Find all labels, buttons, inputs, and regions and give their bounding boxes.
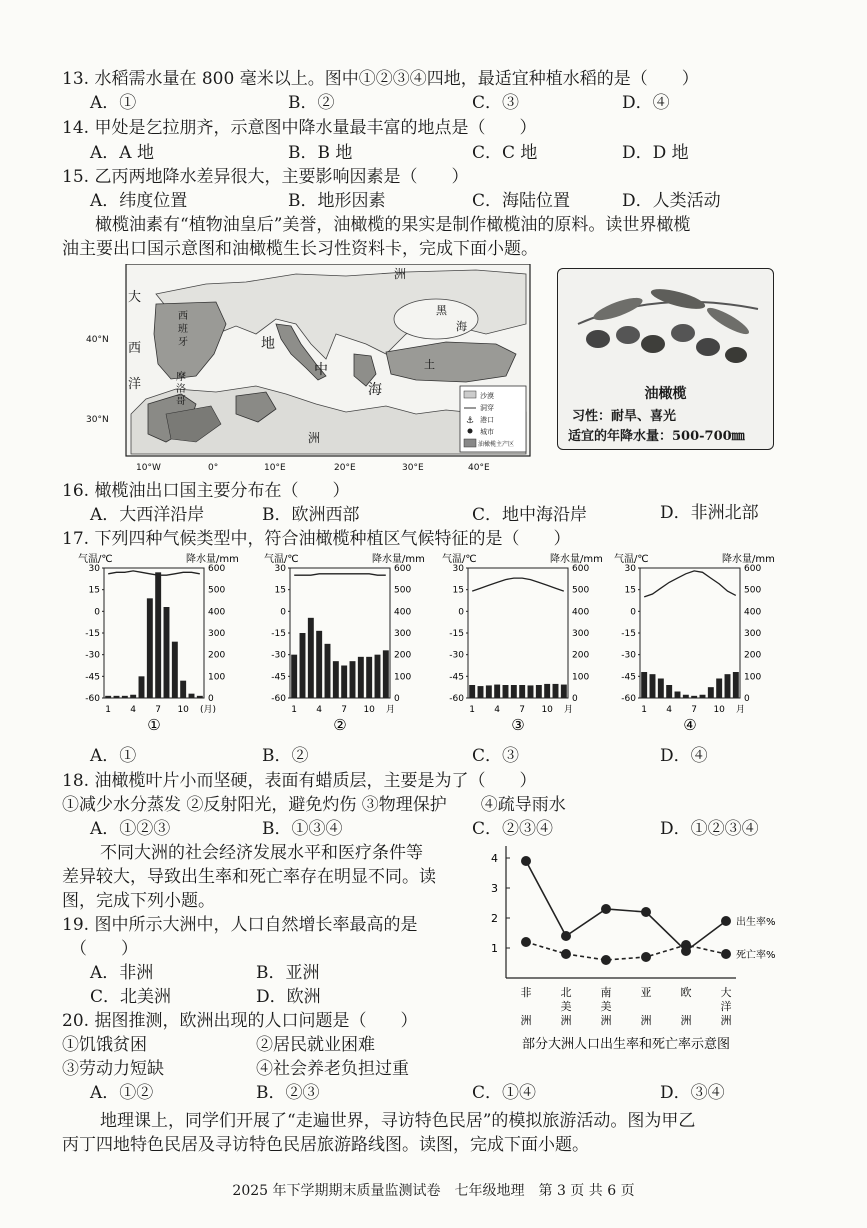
temp-tick: -45 [621,672,636,683]
precip-bar [478,686,484,698]
month-tick: 7 [691,705,698,715]
precip-bar [139,676,145,698]
temp-tick: -45 [449,672,464,683]
precip-tick: 600 [572,564,590,574]
temp-tick: -60 [271,694,286,704]
y-tick-label: 4 [491,852,498,865]
birth-rate-point [561,931,571,941]
precip-bar [375,655,381,698]
precip-tick: 200 [744,650,762,661]
q19-option-a[interactable]: A．非洲 [90,963,154,983]
precip-tick: 300 [208,629,226,639]
population-chart [476,838,776,1058]
q18-option-d[interactable]: D．①②③④ [660,819,759,839]
precip-tick: 500 [744,585,762,596]
precip-tick: 100 [572,672,590,683]
month-tick: 4 [130,705,137,715]
lon-30e: 30°E [402,463,424,473]
precip-tick: 100 [744,672,762,683]
month-unit: (月) [200,705,217,715]
precip-bar [519,685,525,698]
map-label-spain-1: 西 [178,311,188,322]
temp-tick: -45 [271,672,286,683]
q19-stem: 19. 图中所示大洲中，人口自然增长率最高的是 [62,915,418,935]
climate-chart-number: ③ [511,716,525,734]
precip-bar [691,696,697,698]
temp-axis-label: 气温/℃ [442,554,477,565]
precip-tick: 100 [394,672,412,683]
precip-tick: 500 [572,585,590,596]
death-rate-point [681,940,691,950]
q17-option-b[interactable]: B．② [262,746,309,766]
precip-bar [561,685,567,698]
month-tick: 1 [105,705,112,715]
olive-card-name: 油橄榄 [644,386,687,402]
map-legend-olive: 油橄榄主产区 [478,441,515,448]
month-tick: 7 [519,705,526,715]
category-label-char: 洲 [640,1014,652,1027]
precip-bar [291,655,297,698]
temp-tick: 30 [274,564,286,574]
q17-option-d[interactable]: D．④ [660,746,708,766]
q20-option-d[interactable]: D．③④ [660,1083,725,1103]
precip-axis-label: 降水量/mm [550,554,603,565]
precip-bar [494,685,500,698]
map-label-morocco-2: 洛 [176,384,186,395]
month-tick: 10 [363,705,375,715]
precip-tick: 200 [572,650,590,661]
page-footer: 2025 年下学期期末质量监测试卷 七年级地理 第 3 页 共 6 页 [232,1183,635,1199]
climate-chart-1 [78,552,239,734]
q14-option-d[interactable]: D．D 地 [622,143,689,163]
month-tick: 4 [494,705,501,715]
precip-tick: 300 [394,629,412,639]
lon-10e: 10°E [264,463,286,473]
q13-stem: 13. 水稻需水量在 800 毫米以上。图中①②③④四地，最适宜种植水稻的是（ ） [62,69,699,89]
precip-bar [700,695,706,698]
temp-axis-label: 气温/℃ [78,554,113,565]
precip-bar [641,672,647,698]
death-rate-line [526,942,726,960]
birth-rate-point [521,856,531,866]
q20-item-1: ①饥饿贫困 [62,1035,147,1055]
map-label-med-3: 海 [368,382,382,398]
map-legend-desert: 沙漠 [480,392,494,400]
q13-option-d[interactable]: D．④ [622,93,670,113]
month-tick: 4 [666,705,673,715]
q20-option-b[interactable]: B．②③ [256,1083,320,1103]
map-legend-city: 城市 [480,428,494,436]
q15-option-d[interactable]: D．人类活动 [622,191,721,211]
precip-bar [511,685,517,698]
category-label-char: 洋 [720,1000,732,1013]
precip-tick: 0 [572,694,578,704]
q16-option-b[interactable]: B．欧洲西部 [262,505,360,525]
temp-line [294,574,386,575]
temp-axis-label: 气温/℃ [614,554,649,565]
olive-intro-line1: 橄榄油素有“植物油皇后”美誉，油橄榄的果实是制作橄榄油的原料。读世界橄榄 [95,215,691,235]
precip-axis-label: 降水量/mm [722,554,775,565]
temp-tick: 0 [458,607,464,618]
precip-bar [366,657,372,698]
category-label-char: 洲 [720,1014,732,1027]
q20-item-4: ④社会养老负担过重 [256,1059,409,1079]
precip-bar [180,681,186,698]
map-legend-2: 洞穿 [480,404,494,412]
birth-rate-point [601,904,611,914]
climate-charts [78,550,778,740]
y-tick-label: 2 [491,912,498,925]
q17-stem: 17. 下列四种气候类型中，符合油橄榄种植区气候特征的是（ ） [62,529,571,549]
precip-bar [189,694,195,698]
month-tick: 4 [316,705,323,715]
precip-tick: 400 [394,607,412,618]
temp-tick: 0 [94,607,100,618]
precip-bar [650,674,656,698]
q15-option-b[interactable]: B．地形因素 [288,191,386,211]
month-unit: 月 [564,705,574,715]
q20-option-a[interactable]: A．①② [90,1083,154,1103]
q20-item-2: ②居民就业困难 [256,1035,375,1055]
q18-stem: 18. 油橄榄叶片小而坚硬，表面有蜡质层，主要是为了（ ） [62,771,537,791]
map-label-europe: 洲 [394,267,407,281]
anchor-icon: ⚓ [466,416,475,426]
precip-bar [147,598,153,698]
precip-tick: 500 [208,585,226,596]
temp-axis-label: 气温/℃ [264,554,299,565]
q17-option-a[interactable]: A．① [90,746,137,766]
climate-chart-3 [442,552,603,734]
precip-bar [350,661,356,698]
precip-bar [316,631,322,698]
q16-option-c[interactable]: C．地中海沿岸 [472,505,588,525]
death-rate-point [521,937,531,947]
map-label-morocco-1: 摩 [176,372,186,383]
climate-chart-2 [264,552,425,734]
month-tick: 10 [713,705,725,715]
q13-option-c[interactable]: C．③ [472,93,520,113]
temp-tick: -15 [271,629,286,639]
death-rate-point [721,949,731,959]
precip-tick: 0 [208,694,214,704]
precip-bar [130,695,136,698]
q19-option-b[interactable]: B．亚洲 [256,963,320,983]
precip-bar [308,618,314,698]
q13-option-a[interactable]: A．① [90,93,137,113]
q18-option-b[interactable]: B．①③④ [262,819,343,839]
precip-tick: 300 [744,629,762,639]
olive-branch-image [558,269,773,379]
series-label: 死亡率% [736,950,776,961]
temp-tick: 15 [274,585,286,596]
map-label-africa: 洲 [308,431,321,445]
map-legend-port: 港口 [480,416,494,424]
precip-bar [172,642,178,698]
map-label-morocco-3: 哥 [176,396,186,407]
precip-bar [164,607,170,698]
map-label-atlantic-3: 洋 [128,377,142,392]
q18-option-a[interactable]: A．①②③ [90,819,171,839]
q20-option-c[interactable]: C．①④ [472,1083,537,1103]
temp-tick: -15 [621,629,636,639]
birth-rate-point [641,907,651,917]
precip-bar [666,685,672,698]
category-label-char: 欧 [680,986,692,999]
temp-tick: -30 [621,650,636,661]
q13-option-b[interactable]: B．② [288,93,335,113]
plot-frame [104,568,204,698]
category-label-char: 非 [520,986,532,999]
precip-bar [300,633,306,698]
precip-bar [675,692,681,699]
lon-10w: 10°W [136,463,161,473]
precip-bar [333,661,339,698]
temp-tick: -30 [449,650,464,661]
month-tick: 1 [641,705,648,715]
q16-option-a[interactable]: A．大西洋沿岸 [90,505,205,525]
temp-tick: 15 [624,585,636,596]
precip-bar [486,685,492,698]
month-unit: 月 [386,705,396,715]
category-label-char: 亚 [640,986,652,999]
temp-line [472,578,564,591]
q18-option-c[interactable]: C．②③④ [472,819,554,839]
map-label-black-1: 黑 [436,304,447,317]
climate-chart-number: ④ [683,716,697,734]
death-rate-point [561,949,571,959]
month-tick: 10 [541,705,553,715]
q15-option-c[interactable]: C．海陆位置 [472,191,571,211]
lat-30: 30°N [86,415,109,425]
precip-bar [325,644,331,698]
month-tick: 7 [341,705,348,715]
death-rate-point [641,952,651,962]
map-label-med-2: 中 [314,362,328,378]
travel-intro-line1: 地理课上，同学们开展了“走遍世界，寻访特色民居”的模拟旅游活动。图为甲乙 [100,1111,696,1131]
temp-tick: -60 [621,694,636,704]
precip-axis-label: 降水量/mm [372,554,425,565]
series-label: 出生率% [736,917,776,928]
precip-bar [658,679,664,699]
q14-option-a[interactable]: A．A 地 [90,143,154,163]
temp-tick: -60 [85,694,100,704]
precip-tick: 400 [572,607,590,618]
map-label-spain-3: 牙 [178,337,188,348]
temp-tick: -30 [271,650,286,661]
temp-tick: -15 [85,629,100,639]
month-unit: 月 [736,705,746,715]
lat-40: 40°N [86,335,109,345]
precip-tick: 600 [208,564,226,574]
precip-bar [536,685,542,698]
q19-paren: （ ） [70,939,138,959]
q14-stem: 14. 甲处是乞拉朋齐，示意图中降水量最丰富的地点是（ ） [62,118,537,138]
month-tick: 1 [469,705,476,715]
precip-bar [197,696,203,698]
category-label-char: 洲 [680,1014,692,1027]
q19-option-c[interactable]: C．北美洲 [90,987,172,1007]
pop-intro-line2: 差异较大，导致出生率和死亡率存在明显不同。读 [62,867,436,887]
climate-chart-number: ② [333,716,347,734]
map-label-black-2: 海 [456,320,467,333]
precip-tick: 100 [208,672,226,683]
category-label-char: 美 [560,1000,572,1013]
precip-bar [683,695,689,698]
precip-bar [553,684,559,698]
precip-bar [341,666,347,699]
q20-stem: 20. 据图推测，欧洲出现的人口问题是（ ） [62,1011,418,1031]
month-tick: 1 [291,705,298,715]
q17-option-c[interactable]: C．③ [472,746,520,766]
category-label-char: 大 [720,986,732,999]
map-label-atlantic-1: 大 [128,290,142,305]
precip-bar [155,572,161,698]
precip-tick: 600 [744,564,762,574]
precip-bar [528,685,534,698]
temp-tick: 0 [280,607,286,618]
pop-intro-line1: 不同大洲的社会经济发展水平和医疗条件等 [100,843,423,863]
climate-chart-number: ① [147,716,161,734]
temp-tick: 30 [624,564,636,574]
map-label-med-1: 地 [261,336,275,352]
olive-intro-line2: 油主要出口国示意图和油橄榄生长习性资料卡，完成下面小题。 [62,239,538,259]
temp-tick: -60 [449,694,464,704]
month-tick: 7 [155,705,162,715]
precip-bar [114,696,120,698]
precip-bar [469,685,475,698]
temp-tick: 30 [452,564,464,574]
precip-bar [383,650,389,698]
category-label-char: 美 [600,1000,612,1013]
precip-bar [105,696,111,698]
precip-tick: 200 [208,650,226,661]
precip-bar [544,684,550,698]
q16-stem: 16. 橄榄油出口国主要分布在（ ） [62,481,350,501]
q16-option-d[interactable]: D．非洲北部 [660,503,759,523]
temp-line [108,571,200,575]
birth-rate-point [721,916,731,926]
temp-tick: 30 [88,564,100,574]
temp-tick: -30 [85,650,100,661]
category-label-char: 洲 [520,1014,532,1027]
temp-tick: 15 [88,585,100,596]
olive-export-map [86,264,536,474]
temp-tick: -45 [85,672,100,683]
precip-tick: 400 [744,607,762,618]
q14-option-b[interactable]: B．B 地 [288,143,353,163]
precip-bar [716,679,722,699]
pop-intro-line3: 图，完成下列小题。 [62,891,215,911]
category-label-char: 南 [600,986,612,999]
precip-tick: 0 [744,694,750,704]
death-rate-point [601,955,611,965]
precip-tick: 600 [394,564,412,574]
olive-card-rain: 适宜的年降水量：500-700㎜ [568,429,745,444]
lon-40e: 40°E [468,463,490,473]
precip-tick: 0 [394,694,400,704]
lon-0: 0° [208,463,219,473]
category-label-char: 洲 [560,1014,572,1027]
lon-20e: 20°E [334,463,356,473]
population-chart-title: 部分大洲人口出生率和死亡率示意图 [521,1037,731,1052]
month-tick: 10 [177,705,189,715]
y-tick-label: 3 [491,882,498,895]
precip-tick: 500 [394,585,412,596]
q15-option-a[interactable]: A．纬度位置 [90,191,188,211]
precip-bar [358,657,364,698]
category-label-char: 洲 [600,1014,612,1027]
precip-bar [708,687,714,698]
olive-info-card [557,268,774,450]
precip-tick: 300 [572,629,590,639]
map-label-turkey: 土 [424,358,435,371]
q20-item-3: ③劳动力短缺 [62,1059,164,1079]
map-label-atlantic-2: 西 [128,341,142,356]
temp-tick: 0 [630,607,636,618]
precip-tick: 200 [394,650,412,661]
temp-tick: -15 [449,629,464,639]
precip-axis-label: 降水量/mm [186,554,239,565]
travel-intro-line2: 丙丁四地特色民居及寻访特色民居旅游路线图。读图，完成下面小题。 [62,1135,589,1155]
temp-line [644,571,736,597]
precip-bar [733,672,739,698]
y-tick-label: 1 [491,942,498,955]
q18-items: ①减少水分蒸发 ②反射阳光，避免灼伤 ③物理保护 ④疏导雨水 [62,795,566,815]
temp-tick: 15 [452,585,464,596]
precip-bar [122,696,128,698]
q14-option-c[interactable]: C．C 地 [472,143,538,163]
q15-stem: 15. 乙丙两地降水差异很大，主要影响因素是（ ） [62,167,469,187]
birth-rate-line [526,861,726,951]
olive-card-habit: 习性：耐旱、喜光 [572,409,677,424]
precip-bar [725,674,731,698]
precip-tick: 400 [208,607,226,618]
climate-chart-4 [614,552,775,734]
q19-option-d[interactable]: D．欧洲 [256,987,321,1007]
category-label-char: 北 [560,986,572,999]
precip-bar [503,685,509,698]
map-label-spain-2: 班 [178,324,188,335]
